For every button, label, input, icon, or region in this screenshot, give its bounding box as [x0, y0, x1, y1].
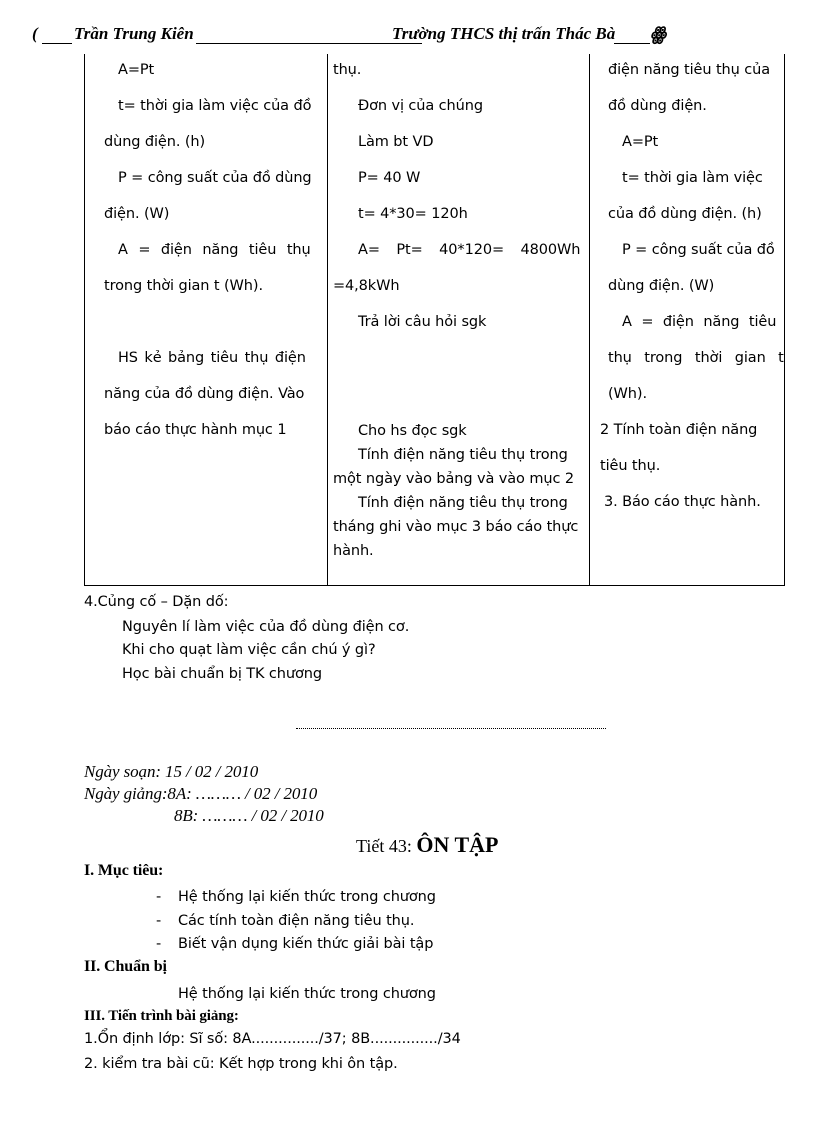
header-logo: ꙮ	[650, 24, 666, 44]
table-line: điện năng tiêu thụ của	[608, 62, 770, 78]
table-line: Đơn vị của chúng	[358, 98, 483, 114]
table-line: điện. (W)	[104, 206, 170, 222]
objective-text: Các tính toàn điện năng tiêu thụ.	[178, 913, 415, 929]
table-line: P = công suất của đồ	[622, 242, 775, 258]
table-line: A = điện năng tiêu	[622, 314, 777, 330]
table-line: Cho hs đọc sgk	[358, 423, 467, 439]
process-heading: III. Tiến trình bài giảng:	[84, 1008, 239, 1024]
page-header	[32, 24, 712, 48]
table-line: Làm bt VD	[358, 134, 434, 150]
process-line-2: 2. kiểm tra bài cũ: Kết hợp trong khi ôn tập.	[84, 1056, 398, 1072]
table-line: tháng ghi vào mục 3 báo cáo thực	[333, 519, 579, 535]
table-line: hành.	[333, 543, 374, 559]
table-line: dùng điện. (h)	[104, 134, 206, 150]
section4-item: Khi cho quạt làm việc cần chú ý gì?	[122, 642, 376, 658]
table-line: P = công suất của đồ dùng	[118, 170, 312, 186]
table-line: t= thời gia làm việc	[622, 170, 763, 186]
table-line: dùng điện. (W)	[608, 278, 715, 294]
objective-text: Hệ thống lại kiến thức trong chương	[178, 889, 436, 905]
table-line: 2 Tính toàn điện năng	[600, 422, 758, 438]
table-line: tiêu thụ.	[600, 458, 661, 474]
lesson-title	[356, 832, 498, 858]
section4-heading: 4.Củng cố – Dặn dố:	[84, 594, 229, 610]
date-giang-8a: Ngày giảng:8A: ……… / 02 / 2010	[84, 784, 318, 803]
date-soan: Ngày soạn: 15 / 02 / 2010	[84, 762, 259, 781]
table-line: 3. Báo cáo thực hành.	[604, 494, 761, 510]
objective-item: - Hệ thống lại kiến thức trong chương	[156, 889, 436, 905]
objective-item: - Các tính toàn điện năng tiêu thụ.	[156, 913, 415, 929]
table-line: năng của đồ dùng điện. Vào	[104, 386, 305, 402]
table-line: thụ.	[333, 62, 362, 78]
objective-item: - Biết vận dụng kiến thức giải bài tập	[156, 936, 434, 952]
header-paren: (	[32, 24, 38, 43]
header-teacher: Trần Trung Kiên	[74, 24, 194, 43]
lesson-name: ÔN TẬP	[416, 832, 499, 857]
table-line: thụ trong thời gian t	[608, 350, 784, 366]
header-rule	[42, 43, 72, 44]
dotted-separator	[296, 728, 606, 729]
table-line: của đồ dùng điện. (h)	[608, 206, 762, 222]
header-rule	[614, 43, 650, 44]
table-line: P= 40 W	[358, 170, 421, 186]
table-line: Tính điện năng tiêu thụ trong	[358, 447, 568, 463]
table-line: Trả lời câu hỏi sgk	[358, 314, 487, 330]
table-line: báo cáo thực hành mục 1	[104, 422, 287, 438]
table-line: A=Pt	[622, 134, 659, 150]
prep-heading: II. Chuẩn bị	[84, 958, 167, 975]
table-line: t= thời gia làm việc của đồ	[118, 98, 312, 114]
section4-item: Nguyên lí làm việc của đồ dùng điện cơ.	[122, 619, 410, 635]
lesson-label: Tiết 43:	[356, 836, 417, 856]
table-line: một ngày vào bảng và vào mục 2	[333, 471, 574, 487]
objectives-heading: I. Mục tiêu:	[84, 862, 164, 879]
section4-item: Học bài chuẩn bị TK chương	[122, 666, 322, 682]
header-rule	[196, 43, 422, 44]
table-line: A=Pt	[118, 62, 155, 78]
table-line: Tính điện năng tiêu thụ trong	[358, 495, 568, 511]
table-line: (Wh).	[608, 386, 647, 402]
header-school: Trường THCS thị trấn Thác Bà	[392, 24, 616, 43]
process-line-1: 1.Ổn định lớp: Sĩ số: 8A.............../37; 8B.............../34	[84, 1031, 461, 1047]
table-line: trong thời gian t (Wh).	[104, 278, 263, 294]
table-line: A= Pt= 40*120= 4800Wh	[358, 242, 581, 258]
date-giang-8b: 8B: ……… / 02 / 2010	[174, 806, 324, 825]
table-line: đồ dùng điện.	[608, 98, 707, 114]
objective-text: Biết vận dụng kiến thức giải bài tập	[178, 936, 434, 952]
table-line: A = điện năng tiêu thụ	[118, 242, 311, 258]
table-line: t= 4*30= 120h	[358, 206, 468, 222]
table-line: HS kẻ bảng tiêu thụ điện	[118, 350, 306, 366]
prep-text: Hệ thống lại kiến thức trong chương	[178, 986, 436, 1002]
table-line: =4,8kWh	[333, 278, 400, 294]
